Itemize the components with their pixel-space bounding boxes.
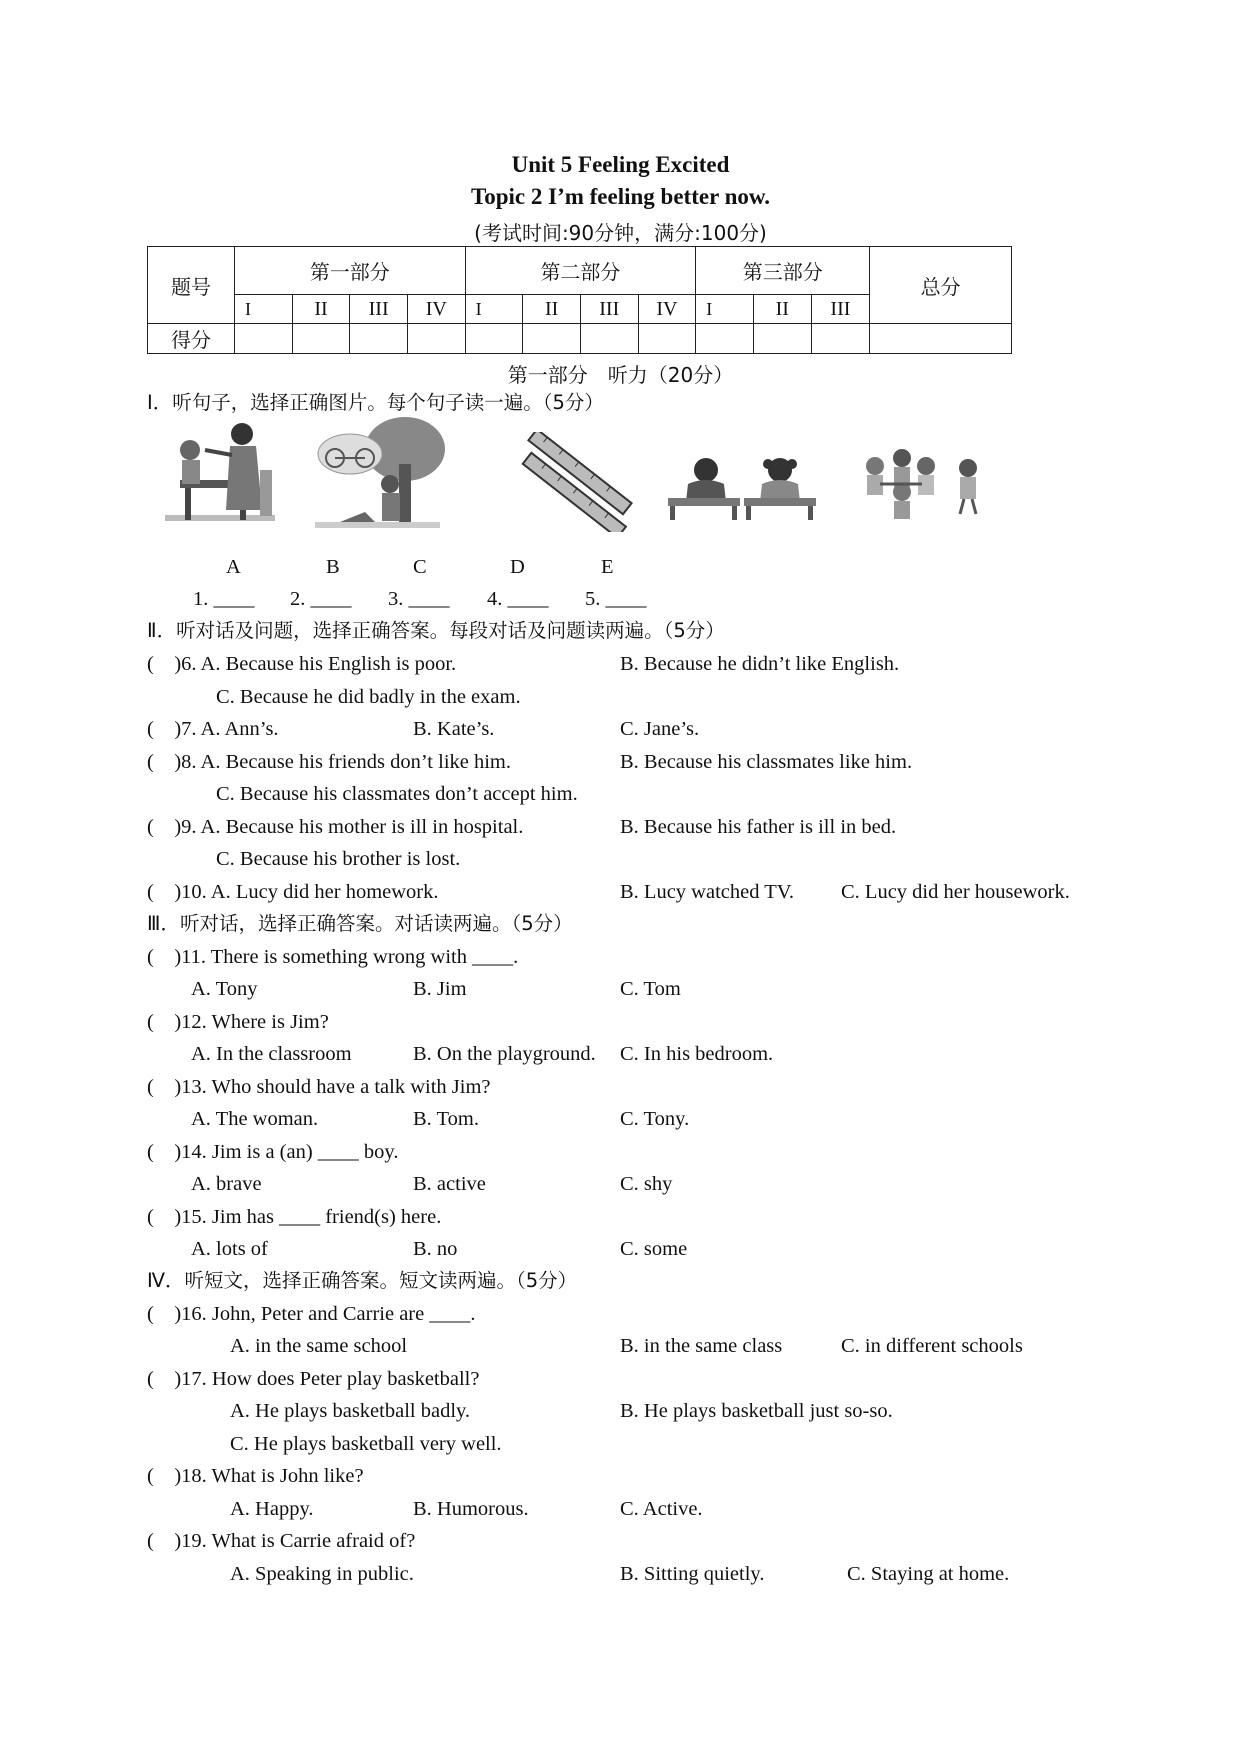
question-19-option-b: B. Sitting quietly. — [620, 1563, 765, 1585]
section3-heading: Ⅲ．听对话，选择正确答案。对话读两遍。（5分） — [147, 912, 573, 935]
picture-label-a: A — [226, 556, 241, 578]
question-7-stem: ( )7. A. Ann’s. — [147, 718, 279, 740]
answer-blank-2: 2. ____ — [290, 588, 352, 610]
picture-e-children-playing — [850, 448, 988, 524]
score-cell — [870, 324, 1012, 354]
answer-blank-5: 5. ____ — [585, 588, 647, 610]
score-table — [147, 246, 1012, 354]
section-label: II — [523, 295, 581, 324]
question-18-stem: ( )18. What is John like? — [147, 1465, 364, 1487]
question-18-option-a: A. Happy. — [230, 1498, 314, 1520]
question-14-option-a: A. brave — [191, 1173, 262, 1195]
question-6-stem: ( )6. A. Because his English is poor. — [147, 653, 457, 675]
score-cell — [753, 324, 811, 354]
question-6-option-c: C. Because he did badly in the exam. — [216, 686, 521, 708]
section-label: II — [292, 295, 350, 324]
section-label: II — [753, 295, 811, 324]
question-9-stem: ( )9. A. Because his mother is ill in hospital. — [147, 816, 524, 838]
question-10-option-b: B. Lucy watched TV. — [620, 881, 795, 903]
question-12-option-a: A. In the classroom — [191, 1043, 352, 1065]
question-6-option-b: B. Because he didn’t like English. — [620, 653, 900, 675]
section-label: IV — [407, 295, 465, 324]
question-12-option-b: B. On the playground. — [413, 1043, 596, 1065]
question-19-option-c: C. Staying at home. — [847, 1563, 1010, 1585]
section-label: III — [580, 295, 638, 324]
score-cell — [811, 324, 870, 354]
question-15-option-c: C. some — [620, 1238, 688, 1260]
score-cell — [292, 324, 350, 354]
picture-label-c: C — [413, 556, 427, 578]
score-cell — [696, 324, 754, 354]
question-11-option-c: C. Tom — [620, 978, 681, 1000]
question-13-option-a: A. The woman. — [191, 1108, 319, 1130]
question-17-option-b: B. He plays basketball just so-so. — [620, 1400, 893, 1422]
picture-b-boy-under-tree — [305, 414, 445, 532]
question-8-stem: ( )8. A. Because his friends don’t like him. — [147, 751, 512, 773]
question-11-option-b: B. Jim — [413, 978, 467, 1000]
score-cell — [350, 324, 408, 354]
picture-label-e: E — [601, 556, 614, 578]
question-13-option-c: C. Tony. — [620, 1108, 690, 1130]
question-16-option-b: B. in the same class — [620, 1335, 783, 1357]
question-17-option-c: C. He plays basketball very well. — [230, 1433, 502, 1455]
question-10-option-c: C. Lucy did her housework. — [841, 881, 1070, 903]
section-label: I — [235, 295, 293, 324]
section-label: III — [350, 295, 408, 324]
question-11-stem: ( )11. There is something wrong with ____. — [147, 946, 519, 968]
picture-c-rulers — [510, 432, 635, 532]
total-header: 总分 — [870, 247, 1012, 324]
question-14-option-b: B. active — [413, 1173, 486, 1195]
question-17-option-a: A. He plays basketball badly. — [230, 1400, 471, 1422]
question-16-option-a: A. in the same school — [230, 1335, 408, 1357]
answer-blank-4: 4. ____ — [487, 588, 549, 610]
picture-a-doctor-visit — [160, 420, 280, 528]
question-15-option-b: B. no — [413, 1238, 458, 1260]
picture-label-b: B — [326, 556, 340, 578]
question-14-stem: ( )14. Jim is a (an) ____ boy. — [147, 1141, 399, 1163]
question-12-option-c: C. In his bedroom. — [620, 1043, 774, 1065]
part3-header: 第三部分 — [696, 247, 870, 295]
question-19-option-a: A. Speaking in public. — [230, 1563, 414, 1585]
topic-title: Topic 2 I’m feeling better now. — [471, 184, 770, 209]
section4-heading: Ⅳ．听短文，选择正确答案。短文读两遍。（5分） — [147, 1269, 578, 1292]
picture-d-students-at-desks — [666, 454, 818, 520]
section-label: I — [696, 295, 754, 324]
score-cell — [580, 324, 638, 354]
question-7-option-c: C. Jane’s. — [620, 718, 700, 740]
picture-label-d: D — [510, 556, 525, 578]
question-15-stem: ( )15. Jim has ____ friend(s) here. — [147, 1206, 442, 1228]
score-cell — [638, 324, 696, 354]
score-cell — [523, 324, 581, 354]
question-13-stem: ( )13. Who should have a talk with Jim? — [147, 1076, 491, 1098]
question-13-option-b: B. Tom. — [413, 1108, 479, 1130]
section2-heading: Ⅱ．听对话及问题，选择正确答案。每段对话及问题读两遍。（5分） — [147, 619, 725, 642]
answer-blank-1: 1. ____ — [193, 588, 255, 610]
question-14-option-c: C. shy — [620, 1173, 673, 1195]
question-8-option-b: B. Because his classmates like him. — [620, 751, 913, 773]
question-17-stem: ( )17. How does Peter play basketball? — [147, 1368, 480, 1390]
score-cell — [465, 324, 523, 354]
section1-heading: Ⅰ．听句子，选择正确图片。每个句子读一遍。（5分） — [147, 391, 604, 414]
question-18-option-b: B. Humorous. — [413, 1498, 529, 1520]
question-19-stem: ( )19. What is Carrie afraid of? — [147, 1530, 416, 1552]
score-cell — [235, 324, 293, 354]
exam-info: (考试时间:90分钟，满分:100分) — [474, 221, 767, 245]
answer-blank-3: 3. ____ — [388, 588, 450, 610]
section-label: III — [811, 295, 870, 324]
question-11-option-a: A. Tony — [191, 978, 258, 1000]
unit-title: Unit 5 Feeling Excited — [511, 152, 730, 177]
question-10-stem: ( )10. A. Lucy did her homework. — [147, 881, 439, 903]
question-12-stem: ( )12. Where is Jim? — [147, 1011, 329, 1033]
question-16-option-c: C. in different schools — [841, 1335, 1023, 1357]
part1-header: 第一部分 — [235, 247, 466, 295]
section-label: IV — [638, 295, 696, 324]
question-8-option-c: C. Because his classmates don’t accept him. — [216, 783, 578, 805]
question-18-option-c: C. Active. — [620, 1498, 703, 1520]
question-7-option-b: B. Kate’s. — [413, 718, 495, 740]
question-16-stem: ( )16. John, Peter and Carrie are ____. — [147, 1303, 476, 1325]
score-cell — [407, 324, 465, 354]
part1-heading: 第一部分 听力（20分） — [507, 363, 734, 387]
score-row-label: 得分 — [148, 324, 235, 354]
question-9-option-b: B. Because his father is ill in bed. — [620, 816, 897, 838]
section-label: I — [465, 295, 523, 324]
question-9-option-c: C. Because his brother is lost. — [216, 848, 461, 870]
part2-header: 第二部分 — [465, 247, 696, 295]
question-15-option-a: A. lots of — [191, 1238, 268, 1260]
question-number-header: 题号 — [148, 247, 235, 324]
